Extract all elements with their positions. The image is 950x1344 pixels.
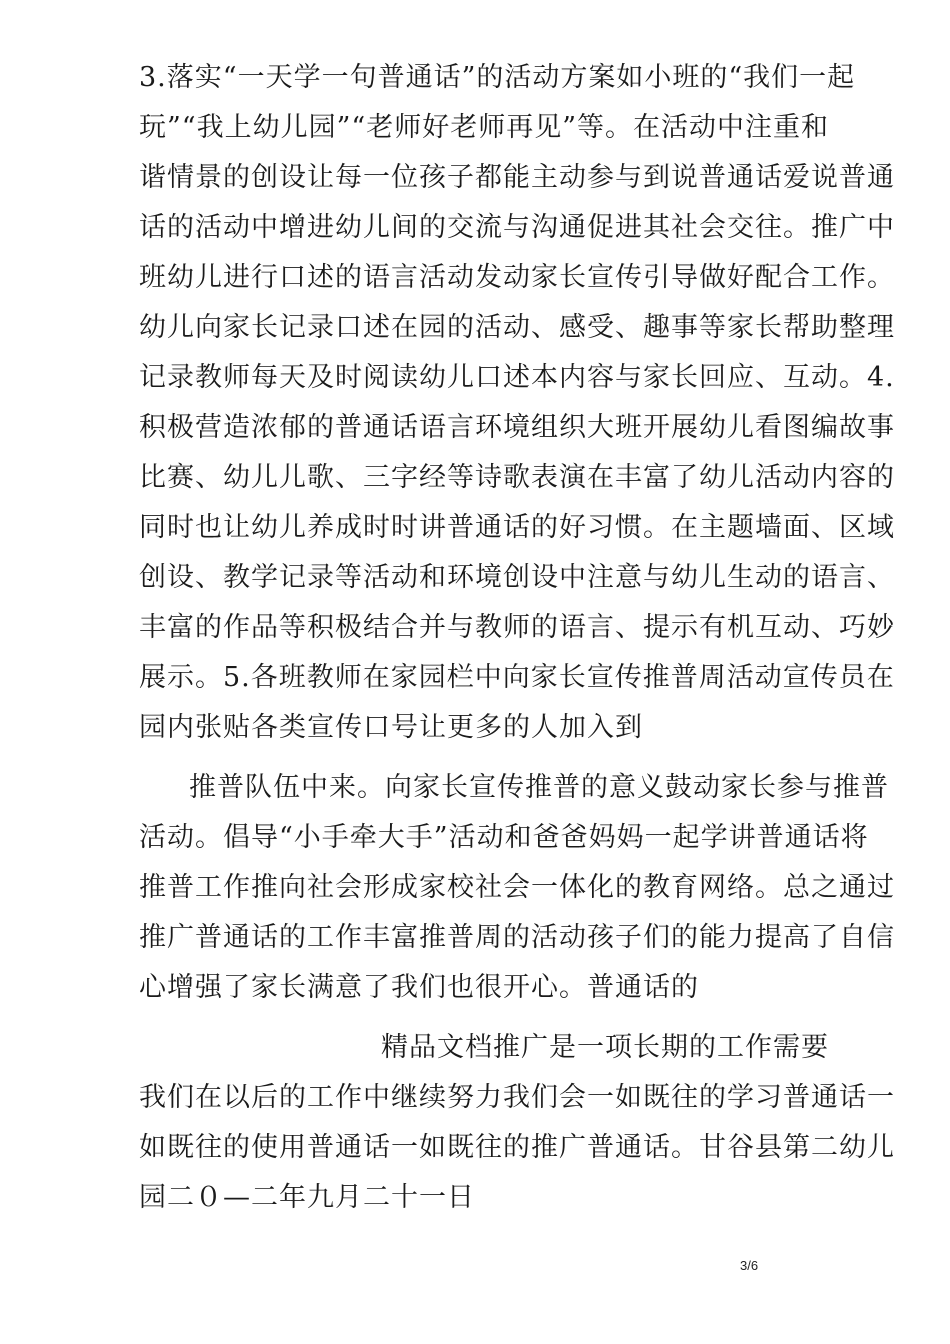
text-line: 积极营造浓郁的普通话语言环境组织大班开展幼儿看图编故事: [139, 412, 895, 443]
text-line: 心增强了家长满意了我们也很开心。普通话的: [139, 972, 699, 1003]
text-line: 活动。倡导“小手牵大手”活动和爸爸妈妈一起学讲普通话将: [139, 822, 869, 853]
text-line: 展示。5.各班教师在家园栏中向家长宣传推普周活动宣传员在: [139, 662, 895, 693]
text-line: 3.落实“一天学一句普通话”的活动方案如小班的“我们一起: [139, 62, 856, 93]
text-line: 记录教师每天及时阅读幼儿口述本内容与家长回应、互动。4.: [139, 362, 895, 393]
text-line: 谐情景的创设让每一位孩子都能主动参与到说普通话爱说普通: [139, 162, 895, 193]
text-line: 园二０—二年九月二十一日: [139, 1182, 475, 1213]
text-line: 同时也让幼儿养成时时讲普通话的好习惯。在主题墙面、区域: [139, 512, 895, 543]
text-line: 班幼儿进行口述的语言活动发动家长宣传引导做好配合工作。: [139, 262, 895, 293]
text-line: 话的活动中增进幼儿间的交流与沟通促进其社会交往。推广中: [139, 212, 895, 243]
text-line: 幼儿向家长记录口述在园的活动、感受、趣事等家长帮助整理: [139, 312, 895, 343]
paragraph-first-line: 推普队伍中来。向家长宣传推普的意义鼓动家长参与推普: [189, 772, 889, 803]
text-line: 如既往的使用普通话一如既往的推广普通话。甘谷县第二幼儿: [139, 1132, 895, 1163]
right-aligned-line: 精品文档推广是一项长期的工作需要: [381, 1032, 829, 1063]
text-line: 丰富的作品等积极结合并与教师的语言、提示有机互动、巧妙: [139, 612, 895, 643]
page-number: 3/6: [740, 1258, 759, 1273]
text-line: 推普工作推向社会形成家校社会一体化的教育网络。总之通过: [139, 872, 895, 903]
text-line: 我们在以后的工作中继续努力我们会一如既往的学习普通话一: [139, 1082, 895, 1113]
text-line: 玩”“我上幼儿园”“老师好老师再见”等。在活动中注重和: [139, 112, 830, 143]
text-line: 园内张贴各类宣传口号让更多的人加入到: [139, 712, 643, 743]
text-line: 推广普通话的工作丰富推普周的活动孩子们的能力提高了自信: [139, 922, 895, 953]
text-line: 比赛、幼儿儿歌、三字经等诗歌表演在丰富了幼儿活动内容的: [139, 462, 895, 493]
text-line: 创设、教学记录等活动和环境创设中注意与幼儿生动的语言、: [139, 562, 895, 593]
